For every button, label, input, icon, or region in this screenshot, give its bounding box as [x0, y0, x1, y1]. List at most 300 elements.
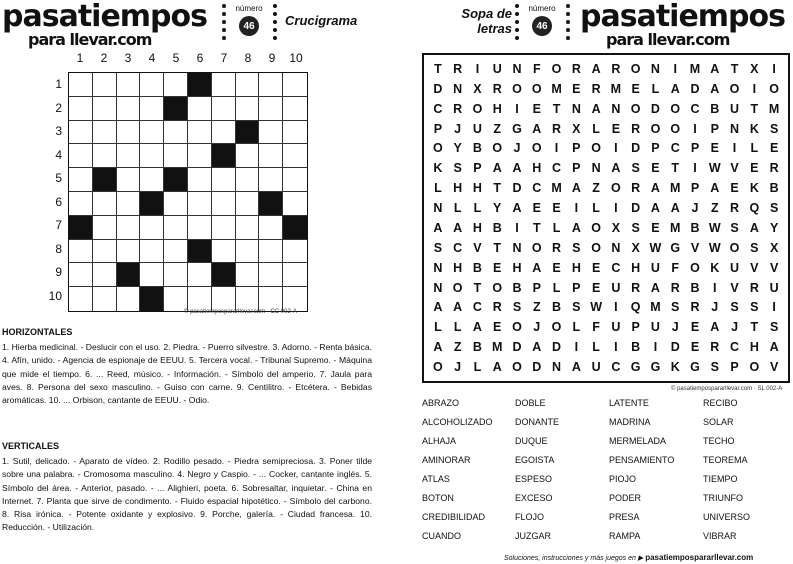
letter-cell[interactable]: N [433, 201, 443, 216]
crossword-cell[interactable] [283, 287, 307, 311]
crossword-cell[interactable] [259, 97, 283, 121]
crossword-cell[interactable] [93, 192, 117, 216]
letter-cell[interactable]: A [710, 81, 720, 96]
letter-cell[interactable]: A [749, 220, 759, 235]
letter-cell[interactable]: O [591, 141, 601, 156]
letter-cell[interactable]: R [670, 280, 680, 295]
crossword-cell[interactable] [117, 192, 141, 216]
letter-cell[interactable]: A [433, 220, 443, 235]
crossword-cell[interactable] [69, 168, 93, 192]
letter-cell[interactable]: V [690, 240, 700, 255]
letter-cell[interactable]: N [571, 101, 581, 116]
letter-cell[interactable]: L [453, 320, 462, 335]
letter-cell[interactable]: C [433, 101, 443, 116]
letter-cell[interactable]: E [651, 220, 660, 235]
letter-cell[interactable]: R [631, 280, 641, 295]
letter-cell[interactable]: R [453, 61, 463, 76]
crossword-cell[interactable] [117, 216, 141, 240]
crossword-cell[interactable] [140, 240, 164, 264]
letter-cell[interactable]: M [610, 81, 622, 96]
crossword-cell[interactable] [188, 263, 212, 287]
letter-cell[interactable]: I [693, 121, 697, 136]
letter-cell[interactable]: P [532, 280, 541, 295]
letter-cell[interactable]: N [552, 360, 562, 375]
letter-cell[interactable]: M [492, 340, 503, 355]
letter-cell[interactable]: A [611, 161, 621, 176]
letter-cell[interactable]: L [592, 340, 600, 355]
letter-cell[interactable]: E [572, 81, 581, 96]
letter-cell[interactable]: O [670, 101, 681, 116]
crossword-cell[interactable] [69, 192, 93, 216]
letter-cell[interactable]: H [532, 161, 542, 176]
letter-cell[interactable]: C [611, 360, 621, 375]
letter-cell[interactable]: T [730, 61, 739, 76]
letter-cell[interactable]: E [651, 161, 660, 176]
letter-cell[interactable]: E [493, 260, 502, 275]
letter-cell[interactable]: U [492, 61, 502, 76]
letter-cell[interactable]: E [552, 201, 561, 216]
letter-cell[interactable]: S [453, 161, 462, 176]
crossword-cell[interactable] [93, 97, 117, 121]
crossword-cell[interactable] [164, 216, 188, 240]
letter-cell[interactable]: I [653, 340, 658, 355]
letter-cell[interactable]: A [512, 201, 522, 216]
letter-cell[interactable]: I [772, 300, 776, 315]
crossword-cell[interactable] [283, 168, 307, 192]
letter-cell[interactable]: R [571, 61, 581, 76]
crossword-cell[interactable] [212, 121, 236, 145]
letter-cell[interactable]: O [512, 81, 522, 96]
letter-cell[interactable]: E [493, 320, 502, 335]
letter-cell[interactable]: A [433, 340, 443, 355]
letter-cell[interactable]: I [693, 161, 697, 176]
letter-cell[interactable]: Z [532, 300, 541, 315]
letter-cell[interactable]: O [630, 61, 641, 76]
letter-cell[interactable]: O [591, 240, 601, 255]
crossword-cell[interactable] [117, 168, 141, 192]
letter-cell[interactable]: L [434, 181, 442, 196]
letter-cell[interactable]: E [591, 280, 601, 295]
letter-cell[interactable]: A [670, 81, 680, 96]
crossword-cell[interactable] [117, 97, 141, 121]
letter-cell[interactable]: P [572, 280, 581, 295]
letter-cell[interactable]: I [673, 61, 677, 76]
letter-cell[interactable]: H [472, 181, 482, 196]
crossword-cell[interactable] [212, 287, 236, 311]
letter-cell[interactable]: E [611, 121, 621, 136]
letter-cell[interactable]: A [453, 300, 463, 315]
letter-cell[interactable]: S [769, 121, 779, 136]
crossword-cell[interactable] [164, 192, 188, 216]
letter-cell[interactable]: O [531, 141, 542, 156]
letter-cell[interactable]: R [690, 300, 700, 315]
letter-cell[interactable]: J [711, 300, 719, 315]
letter-cell[interactable]: S [572, 300, 581, 315]
letter-cell[interactable]: P [572, 141, 581, 156]
letter-cell[interactable]: B [631, 340, 641, 355]
letter-cell[interactable]: J [731, 320, 739, 335]
letter-cell[interactable]: V [730, 161, 739, 176]
letter-cell[interactable]: R [552, 240, 562, 255]
crossword-cell[interactable] [283, 121, 307, 145]
letter-cell[interactable]: C [690, 101, 700, 116]
letter-cell[interactable]: P [433, 121, 443, 136]
crossword-cell[interactable] [236, 97, 260, 121]
crossword-cell[interactable] [117, 240, 141, 264]
letter-cell[interactable]: V [750, 260, 759, 275]
letter-cell[interactable]: A [650, 181, 660, 196]
letter-cell[interactable]: J [454, 121, 462, 136]
crossword-cell[interactable] [259, 287, 283, 311]
letter-cell[interactable]: K [749, 181, 759, 196]
letter-cell[interactable]: L [473, 360, 482, 375]
letter-cell[interactable]: D [650, 101, 660, 116]
letter-cell[interactable]: D [631, 201, 641, 216]
letter-cell[interactable]: P [473, 161, 482, 176]
letter-cell[interactable]: R [492, 81, 502, 96]
letter-cell[interactable]: E [710, 141, 719, 156]
letter-cell[interactable]: M [650, 300, 661, 315]
crossword-cell[interactable] [236, 192, 260, 216]
letter-cell[interactable]: X [611, 220, 621, 235]
wordsearch-grid[interactable] [422, 53, 790, 383]
letter-cell[interactable]: E [532, 101, 541, 116]
letter-cell[interactable]: M [670, 181, 681, 196]
letter-cell[interactable]: O [512, 320, 522, 335]
crossword-cell[interactable] [283, 240, 307, 264]
letter-cell[interactable]: X [750, 61, 759, 76]
crossword-cell[interactable] [259, 168, 283, 192]
letter-cell[interactable]: A [571, 220, 581, 235]
letter-cell[interactable]: S [512, 300, 522, 315]
crossword-cell[interactable] [259, 73, 283, 97]
letter-cell[interactable]: R [631, 121, 641, 136]
letter-cell[interactable]: I [752, 81, 757, 96]
letter-cell[interactable]: X [572, 121, 581, 136]
letter-cell[interactable]: Z [493, 121, 502, 136]
letter-cell[interactable]: X [473, 81, 482, 96]
letter-cell[interactable]: G [690, 360, 700, 375]
letter-cell[interactable]: A [670, 201, 680, 216]
letter-cell[interactable]: R [710, 340, 720, 355]
letter-cell[interactable]: M [670, 220, 681, 235]
crossword-cell[interactable] [283, 263, 307, 287]
letter-cell[interactable]: H [749, 340, 759, 355]
letter-cell[interactable]: B [552, 300, 562, 315]
crossword-grid[interactable] [68, 72, 308, 312]
crossword-cell[interactable] [259, 240, 283, 264]
letter-cell[interactable]: H [512, 260, 522, 275]
letter-cell[interactable]: Z [710, 201, 719, 216]
letter-cell[interactable]: D [433, 81, 443, 96]
letter-cell[interactable]: T [434, 61, 442, 76]
letter-cell[interactable]: U [611, 320, 621, 335]
crossword-cell[interactable] [188, 144, 212, 168]
letter-cell[interactable]: N [433, 260, 443, 275]
crossword-cell[interactable] [212, 216, 236, 240]
letter-cell[interactable]: Z [592, 181, 600, 196]
letter-cell[interactable]: B [472, 340, 482, 355]
letter-cell[interactable]: B [690, 220, 700, 235]
letter-cell[interactable]: I [475, 61, 480, 76]
crossword-cell[interactable] [93, 240, 117, 264]
letter-cell[interactable]: I [713, 280, 717, 295]
letter-cell[interactable]: Y [453, 141, 462, 156]
letter-cell[interactable]: C [730, 340, 740, 355]
letter-cell[interactable]: E [552, 260, 561, 275]
crossword-cell[interactable] [164, 73, 188, 97]
letter-cell[interactable]: S [671, 300, 680, 315]
letter-cell[interactable]: E [750, 161, 759, 176]
letter-cell[interactable]: T [750, 101, 759, 116]
letter-cell[interactable]: I [614, 141, 618, 156]
crossword-cell[interactable] [117, 121, 141, 145]
letter-cell[interactable]: D [512, 340, 522, 355]
letter-cell[interactable]: Q [630, 300, 641, 315]
letter-cell[interactable]: O [433, 141, 443, 156]
letter-cell[interactable]: D [552, 340, 562, 355]
crossword-cell[interactable] [117, 287, 141, 311]
letter-cell[interactable]: E [690, 320, 700, 335]
crossword-cell[interactable] [117, 144, 141, 168]
letter-cell[interactable]: H [453, 260, 463, 275]
letter-cell[interactable]: J [671, 320, 679, 335]
letter-cell[interactable]: L [552, 280, 561, 295]
crossword-cell[interactable] [212, 73, 236, 97]
crossword-cell[interactable] [164, 240, 188, 264]
crossword-cell[interactable] [93, 287, 117, 311]
letter-cell[interactable]: G [670, 240, 681, 255]
letter-cell[interactable]: B [472, 141, 482, 156]
letter-cell[interactable]: O [611, 181, 621, 196]
letter-cell[interactable]: L [572, 320, 581, 335]
crossword-cell[interactable] [164, 144, 188, 168]
letter-cell[interactable]: J [533, 320, 541, 335]
letter-cell[interactable]: R [611, 61, 621, 76]
letter-cell[interactable]: T [532, 220, 541, 235]
letter-cell[interactable]: A [492, 360, 502, 375]
letter-cell[interactable]: E [690, 340, 700, 355]
letter-cell[interactable]: A [512, 161, 522, 176]
letter-cell[interactable]: R [631, 181, 641, 196]
letter-cell[interactable]: O [690, 260, 700, 275]
letter-cell[interactable]: O [749, 360, 760, 375]
letter-cell[interactable]: A [650, 280, 660, 295]
crossword-cell[interactable] [93, 263, 117, 287]
letter-cell[interactable]: T [552, 101, 561, 116]
letter-cell[interactable]: S [769, 320, 779, 335]
letter-cell[interactable]: N [650, 61, 660, 76]
letter-cell[interactable]: S [730, 300, 739, 315]
crossword-cell[interactable] [283, 144, 307, 168]
letter-cell[interactable]: T [671, 161, 680, 176]
crossword-cell[interactable] [69, 97, 93, 121]
letter-cell[interactable]: U [611, 280, 621, 295]
letter-cell[interactable]: U [591, 360, 601, 375]
crossword-cell[interactable] [188, 287, 212, 311]
letter-cell[interactable]: P [651, 141, 660, 156]
crossword-cell[interactable] [259, 121, 283, 145]
letter-cell[interactable]: H [631, 260, 641, 275]
letter-cell[interactable]: L [592, 201, 600, 216]
letter-cell[interactable]: E [591, 260, 601, 275]
letter-cell[interactable]: B [710, 101, 720, 116]
letter-cell[interactable]: N [453, 81, 463, 96]
letter-cell[interactable]: C [670, 141, 680, 156]
letter-cell[interactable]: A [710, 61, 720, 76]
letter-cell[interactable]: L [453, 201, 462, 216]
letter-cell[interactable]: X [769, 240, 779, 255]
crossword-cell[interactable] [236, 144, 260, 168]
letter-cell[interactable]: V [769, 360, 779, 375]
letter-cell[interactable]: P [631, 320, 640, 335]
letter-cell[interactable]: I [732, 141, 737, 156]
crossword-cell[interactable] [164, 287, 188, 311]
crossword-cell[interactable] [69, 287, 93, 311]
letter-cell[interactable]: H [571, 260, 581, 275]
letter-cell[interactable]: S [750, 240, 759, 255]
letter-cell[interactable]: D [512, 181, 522, 196]
letter-cell[interactable]: W [708, 220, 721, 235]
crossword-cell[interactable] [140, 121, 164, 145]
crossword-cell[interactable] [212, 97, 236, 121]
letter-cell[interactable]: N [512, 240, 522, 255]
letter-cell[interactable]: B [472, 260, 482, 275]
letter-cell[interactable]: I [554, 141, 559, 156]
letter-cell[interactable]: F [592, 320, 600, 335]
crossword-cell[interactable] [236, 263, 260, 287]
letter-cell[interactable]: A [433, 300, 443, 315]
crossword-cell[interactable] [93, 144, 117, 168]
letter-cell[interactable]: R [749, 280, 759, 295]
crossword-cell[interactable] [93, 73, 117, 97]
letter-cell[interactable]: E [769, 141, 779, 156]
letter-cell[interactable]: C [472, 300, 482, 315]
letter-cell[interactable]: C [453, 240, 463, 255]
letter-cell[interactable]: N [611, 240, 621, 255]
letter-cell[interactable]: J [454, 360, 462, 375]
crossword-cell[interactable] [69, 263, 93, 287]
letter-cell[interactable]: D [670, 340, 680, 355]
letter-cell[interactable]: U [472, 121, 482, 136]
letter-cell[interactable]: B [690, 280, 700, 295]
letter-cell[interactable]: F [532, 61, 541, 76]
letter-cell[interactable]: X [631, 240, 640, 255]
letter-cell[interactable]: I [515, 101, 519, 116]
letter-cell[interactable]: S [769, 201, 779, 216]
letter-cell[interactable]: Y [493, 201, 502, 216]
crossword-cell[interactable] [140, 73, 164, 97]
crossword-cell[interactable] [140, 216, 164, 240]
letter-cell[interactable]: H [492, 101, 502, 116]
letter-cell[interactable]: O [492, 280, 503, 295]
letter-cell[interactable]: A [492, 161, 502, 176]
letter-cell[interactable]: L [473, 201, 482, 216]
letter-cell[interactable]: O [650, 121, 661, 136]
letter-cell[interactable]: A [472, 320, 482, 335]
letter-cell[interactable]: O [591, 220, 601, 235]
letter-cell[interactable]: B [512, 280, 522, 295]
letter-cell[interactable]: A [532, 121, 542, 136]
crossword-cell[interactable] [164, 121, 188, 145]
letter-cell[interactable]: K [670, 360, 680, 375]
crossword-cell[interactable] [188, 216, 212, 240]
crossword-cell[interactable] [93, 216, 117, 240]
letter-cell[interactable]: A [591, 61, 601, 76]
crossword-cell[interactable] [212, 168, 236, 192]
letter-cell[interactable]: E [730, 181, 739, 196]
letter-cell[interactable]: L [434, 320, 442, 335]
letter-cell[interactable]: A [571, 360, 581, 375]
crossword-cell[interactable] [188, 168, 212, 192]
letter-cell[interactable]: O [670, 121, 681, 136]
letter-cell[interactable]: Q [749, 201, 760, 216]
letter-cell[interactable]: R [591, 81, 601, 96]
letter-cell[interactable]: D [631, 141, 641, 156]
letter-cell[interactable]: K [749, 121, 759, 136]
letter-cell[interactable]: D [532, 360, 542, 375]
crossword-cell[interactable] [188, 97, 212, 121]
letter-cell[interactable]: G [630, 360, 641, 375]
letter-cell[interactable]: K [710, 260, 720, 275]
letter-cell[interactable]: O [630, 101, 641, 116]
letter-cell[interactable]: F [671, 260, 680, 275]
crossword-cell[interactable] [117, 73, 141, 97]
crossword-cell[interactable] [236, 216, 260, 240]
crossword-cell[interactable] [93, 121, 117, 145]
crossword-cell[interactable] [69, 121, 93, 145]
letter-cell[interactable]: R [769, 161, 779, 176]
letter-cell[interactable]: M [551, 81, 562, 96]
letter-cell[interactable]: B [769, 181, 779, 196]
letter-cell[interactable]: W [590, 300, 603, 315]
letter-cell[interactable]: U [730, 260, 740, 275]
letter-cell[interactable]: I [515, 220, 519, 235]
letter-cell[interactable]: W [708, 240, 721, 255]
letter-cell[interactable]: V [473, 240, 482, 255]
letter-cell[interactable]: T [750, 320, 759, 335]
letter-cell[interactable]: I [574, 340, 579, 355]
crossword-cell[interactable] [212, 240, 236, 264]
letter-cell[interactable]: U [650, 260, 660, 275]
letter-cell[interactable]: L [552, 220, 561, 235]
letter-cell[interactable]: S [750, 300, 759, 315]
letter-cell[interactable]: S [572, 240, 581, 255]
letter-cell[interactable]: C [611, 260, 621, 275]
letter-cell[interactable]: P [690, 141, 700, 156]
letter-cell[interactable]: Z [453, 340, 462, 355]
letter-cell[interactable]: O [769, 81, 779, 96]
letter-cell[interactable]: O [512, 360, 522, 375]
letter-cell[interactable]: M [768, 101, 780, 116]
letter-cell[interactable]: G [650, 360, 661, 375]
letter-cell[interactable]: N [433, 280, 443, 295]
letter-cell[interactable]: L [651, 81, 660, 96]
crossword-cell[interactable] [259, 144, 283, 168]
letter-cell[interactable]: C [532, 181, 542, 196]
letter-cell[interactable]: P [710, 121, 719, 136]
letter-cell[interactable]: P [572, 161, 581, 176]
letter-cell[interactable]: W [649, 240, 662, 255]
crossword-cell[interactable] [236, 240, 260, 264]
letter-cell[interactable]: O [551, 320, 562, 335]
crossword-cell[interactable] [188, 192, 212, 216]
letter-cell[interactable]: T [493, 181, 502, 196]
letter-cell[interactable]: H [453, 181, 463, 196]
letter-cell[interactable]: A [453, 220, 463, 235]
letter-cell[interactable]: L [592, 121, 600, 136]
letter-cell[interactable]: O [531, 240, 542, 255]
